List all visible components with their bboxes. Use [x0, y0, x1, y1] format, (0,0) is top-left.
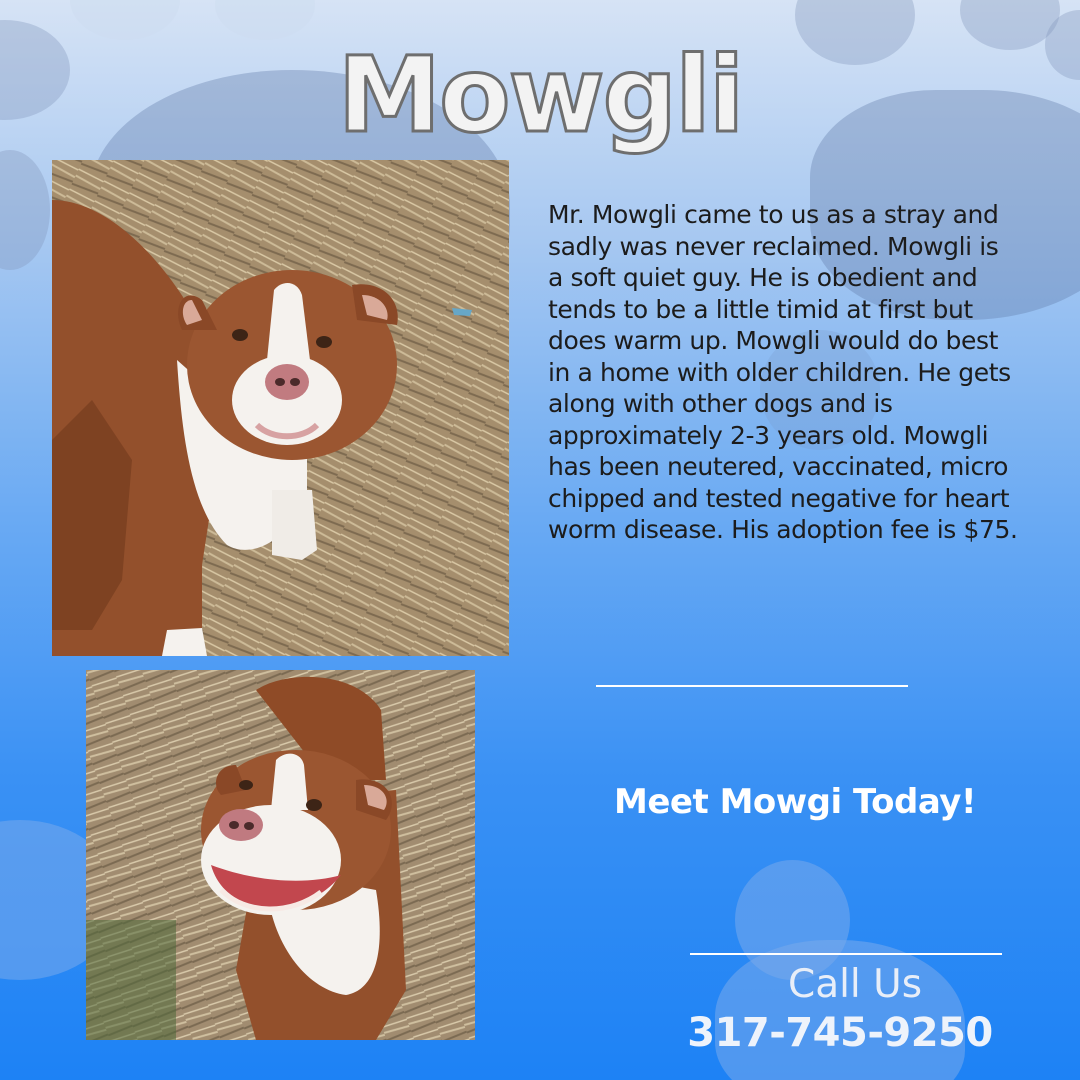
- divider: [690, 953, 1002, 955]
- call-us-label: Call Us: [787, 962, 923, 1007]
- dog-photo-smiling: [86, 670, 475, 1040]
- pet-description: Mr. Mowgli came to us as a stray and sadly was never reclaimed. Mowgli is a soft quiet guy. He is obedient and tends to be a little timid at first but does warm up. Mowgli would do best in a home with older children. He gets along with other dogs and is approximately 2-3 years old. Mowgli has been neutered, vaccinated, micro chipped and tested negative for heart worm disease. His adoption fee is $75.: [548, 200, 1018, 544]
- divider: [596, 685, 908, 687]
- dog-photo-standing: [52, 160, 509, 656]
- phone-number[interactable]: 317-745-9250: [687, 1010, 993, 1056]
- cta-headline: Meet Mowgi Today!: [614, 782, 976, 822]
- page-title: Mowgli: [337, 34, 743, 156]
